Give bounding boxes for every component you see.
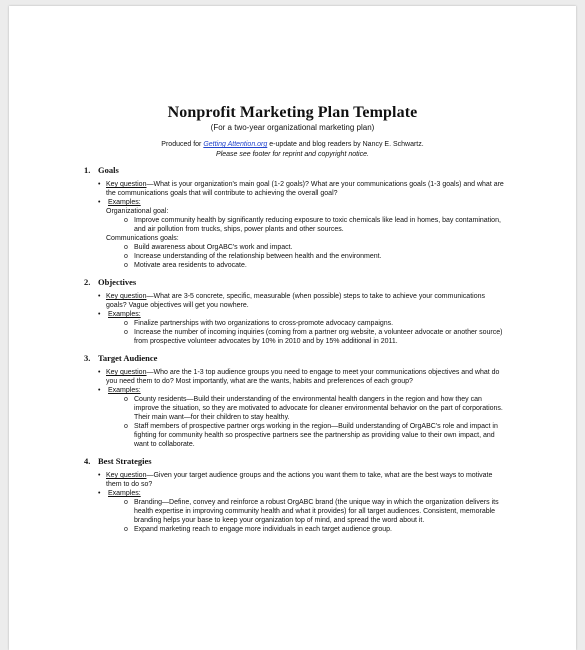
group-label: Communications goals: — [106, 235, 179, 242]
list-item: o Branding—Define, convey and reinforce a robust OrgABC brand (the unique way in which the organization delivers its health expertise in improving community health and what it provides) for all target audiences. Consistent, memorable branding helps your base to keep your organization top of mind, and spread the word about it. — [124, 499, 499, 524]
document-page — [9, 6, 576, 650]
key-question-label: Key question — [106, 293, 147, 300]
list-item: o Improve community health by significantly reducing exposure to toxic chemicals like lead in homes, bay contamination, and air pollution from trucks, ships, power plants and other sources. — [124, 217, 501, 233]
key-question-label: Key question — [106, 181, 147, 188]
section-best-strategies — [84, 457, 504, 534]
examples-label: • Examples: — [98, 311, 141, 318]
document-title: Nonprofit Marketing Plan Template — [167, 104, 418, 121]
produced-suffix: e-update and blog readers by Nancy E. Schwartz. — [267, 141, 424, 148]
list-item: o Increase the number of incoming inquiries (coming from a partner org website, a volunteer advocate or another source) from prospective volunteer advocates by 10% in 2010 and by 15% additional in 2011. — [124, 329, 503, 345]
section-heading: 3. Target Audience — [84, 353, 158, 363]
section-target-audience — [84, 354, 504, 449]
list-item: o Staff members of prospective partner orgs working in the region—Build understanding of OrgABC's role and impact in fighting for community health so prospective partners see the partnership as providing value to their own impact, and want to collaborate. — [124, 423, 498, 448]
group-label: Organizational goal: — [106, 208, 169, 215]
key-question-text: —What is your organization's main goal (1-2 goals)? What are your communications goals (1-3 goals) and what are the communications goals that will contribute to achieving the overall goal? — [106, 181, 504, 197]
section-heading: 4. Best Strategies — [84, 456, 152, 466]
list-item: o Increase understanding of the relationship between health and the environment. — [124, 253, 382, 260]
credit-block — [9, 140, 576, 160]
examples-label: • Examples: — [98, 199, 141, 206]
examples-label: • Examples: — [98, 490, 141, 497]
list-item: o Motivate area residents to advocate. — [124, 262, 247, 269]
key-question-text: —Given your target audience groups and the actions you want them to take, what are the best ways to motivate them to do so? — [106, 472, 493, 488]
key-question-label: Key question — [106, 369, 147, 376]
list-item: o County residents—Build their understanding of the environmental health dangers in the region and how they can improve the situation, so they are motivated to advocate for cleaner environmental behavior on the part of corporations. Their main want—for their children to stay healthy. — [124, 396, 503, 421]
list-item: o Expand marketing reach to engage more individuals in each target audience group. — [124, 526, 392, 533]
examples-label: • Examples: — [98, 387, 141, 394]
key-question: • Key question—What are 3-5 concrete, specific, measurable (when possible) steps to take to achieve your communications goals? Vague objectives will get you nowhere. — [98, 293, 485, 309]
section-goals — [84, 166, 504, 270]
key-question-text: —What are 3-5 concrete, specific, measurable (when possible) steps to take to achieve your communications goals? Vague objectives will get you nowhere. — [106, 293, 485, 309]
key-question: • Key question—Given your target audience groups and the actions you want them to take, what are the best ways to motivate them to do so? — [98, 472, 493, 488]
section-heading: 1. Goals — [84, 165, 119, 175]
key-question: • Key question—Who are the 1-3 top audience groups you need to engage to meet your communications objectives and what do you need them to do? Most importantly, what are the wants, habits and preferences of each group? — [98, 369, 500, 385]
section-heading: 2. Objectives — [84, 277, 137, 287]
key-question-text: —Who are the 1-3 top audience groups you need to engage to meet your communications objectives and what do you need them to do? Most importantly, what are the wants, habits and preferences of each group? — [106, 369, 500, 385]
key-question: • Key question—What is your organization's main goal (1-2 goals)? What are your communications goals (1-3 goals) and what are the communications goals that will contribute to achieving the overall goal? — [98, 181, 504, 197]
produced-prefix: Produced for — [161, 141, 204, 148]
document-subtitle: (For a two-year organizational marketing plan) — [210, 123, 375, 132]
list-item: o Build awareness about OrgABC's work and impact. — [124, 244, 293, 251]
produced-line — [9, 140, 576, 150]
getting-attention-link[interactable]: Getting Attention.org — [203, 141, 268, 148]
key-question-label: Key question — [106, 472, 147, 479]
section-objectives — [84, 278, 504, 346]
list-item: o Finalize partnerships with two organizations to cross-promote advocacy campaigns. — [124, 320, 394, 327]
footer-note: Please see footer for reprint and copyright notice. — [216, 151, 369, 158]
document-body — [84, 166, 504, 542]
